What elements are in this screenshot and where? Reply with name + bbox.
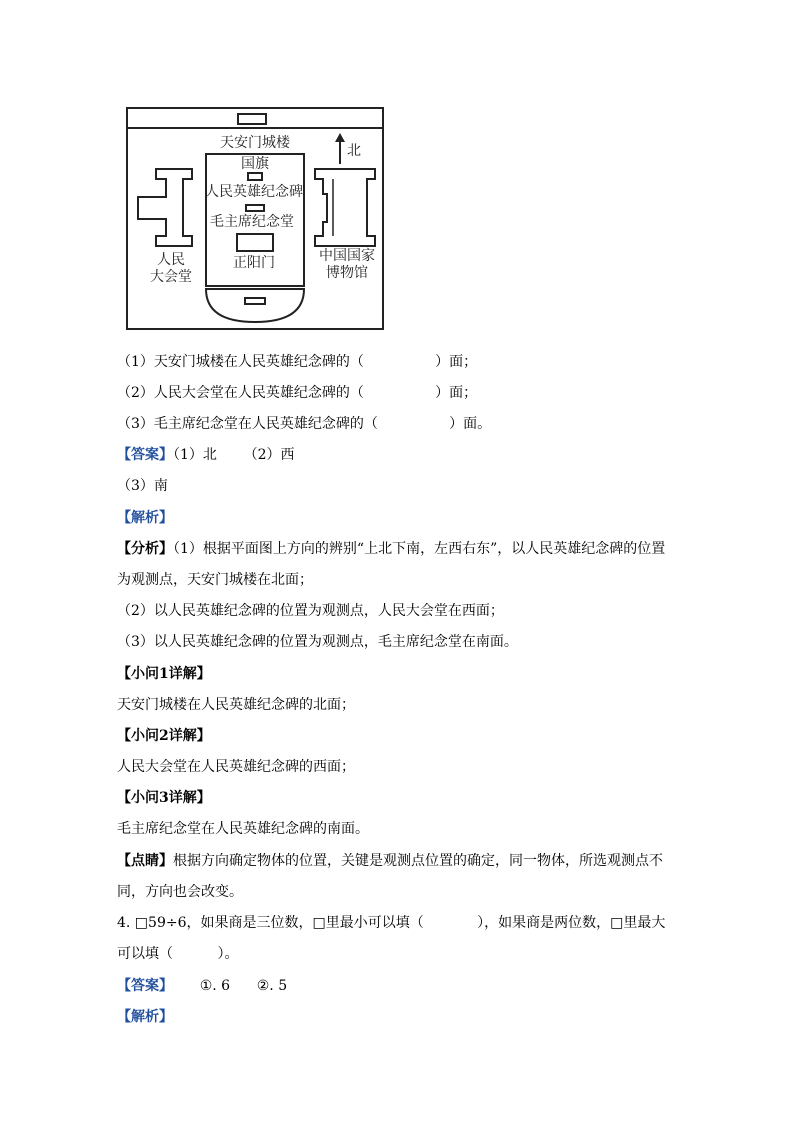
- detail-3-text: 毛主席纪念堂在人民英雄纪念碑的南面。: [117, 821, 369, 837]
- north-arrow-icon: [335, 133, 345, 164]
- detail-1-text: 天安门城楼在人民英雄纪念碑的北面；: [117, 697, 355, 713]
- monument-marker: [246, 205, 264, 211]
- fenxi-label: 【分析】: [117, 541, 173, 557]
- question-4-line-2: 可以填（ ）。: [117, 946, 239, 962]
- detail-2-text: 人民大会堂在人民英雄纪念碑的西面；: [117, 759, 355, 775]
- answer-1-cont: （3）南: [117, 478, 168, 494]
- map-label-great-hall-2: 大会堂: [150, 269, 192, 285]
- map-label-tiananmen: 天安门城楼: [220, 135, 290, 151]
- analysis-2-label: 【解析】: [117, 1009, 173, 1025]
- answer-1: 【答案】（1）北 （2）西: [117, 447, 295, 463]
- great-hall-building: [138, 169, 192, 246]
- dianjing-label: 【点睛】: [117, 853, 173, 869]
- map-label-north: 北: [347, 143, 361, 159]
- question-3: （3）毛主席纪念堂在人民英雄纪念碑的（ ）面。: [117, 416, 492, 432]
- mausoleum-building: [237, 234, 273, 251]
- answer-2: 【答案】 ①. 6 ②. 5: [117, 978, 288, 994]
- dianjing-line-2: 同，方向也会改变。: [117, 884, 243, 900]
- map-label-great-hall-1: 人民: [157, 252, 185, 268]
- map-label-museum-2: 博物馆: [326, 265, 368, 281]
- fenxi-line-4: （3）以人民英雄纪念碑的位置为观测点，毛主席纪念堂在南面。: [117, 634, 518, 650]
- answer-blank: [378, 416, 449, 432]
- national-museum-building: [315, 169, 375, 246]
- fenxi-line-2: 为观测点，天安门城楼在北面；: [117, 572, 313, 588]
- question-2: （2）人民大会堂在人民英雄纪念碑的（ ）面；: [117, 385, 478, 401]
- question-4-line-1: 4. □59÷6，如果商是三位数，□里最小可以填（ ），如果商是两位数，□里最大: [117, 915, 666, 931]
- map-label-monument: 人民英雄纪念碑: [205, 184, 303, 200]
- zhengyangmen-marker: [245, 298, 265, 304]
- dianjing-line-1: 【点睛】根据方向确定物体的位置，关键是观测点位置的确定，同一物体，所选观测点不: [117, 853, 663, 869]
- zhengyangmen-gate: [206, 289, 304, 322]
- map-label-mausoleum: 毛主席纪念堂: [210, 214, 294, 230]
- tiananmen-square-map: [120, 104, 392, 334]
- question-1: （1）天安门城楼在人民英雄纪念碑的（ ）面；: [117, 354, 478, 370]
- map-label-museum-1: 中国国家: [319, 248, 375, 264]
- analysis-label: 【解析】: [117, 510, 173, 526]
- detail-1-heading: 【小问1详解】: [117, 666, 211, 682]
- answer-blank: [364, 385, 435, 401]
- answer-label: 【答案】: [117, 978, 173, 994]
- answer-label: 【答案】: [117, 447, 173, 463]
- flag-marker: [248, 173, 262, 180]
- tiananmen-gate: [238, 114, 266, 124]
- detail-2-heading: 【小问2详解】: [117, 728, 211, 744]
- map-label-zhengyangmen: 正阳门: [233, 255, 275, 271]
- detail-3-heading: 【小问3详解】: [117, 790, 211, 806]
- map-label-flag: 国旗: [241, 156, 269, 172]
- answer-blank: [364, 354, 435, 370]
- fenxi-line-1: 【分析】（1）根据平面图上方向的辨别“上北下南，左西右东”，以人民英雄纪念碑的位置: [117, 541, 666, 557]
- fenxi-line-3: （2）以人民英雄纪念碑的位置为观测点，人民大会堂在西面；: [117, 603, 504, 619]
